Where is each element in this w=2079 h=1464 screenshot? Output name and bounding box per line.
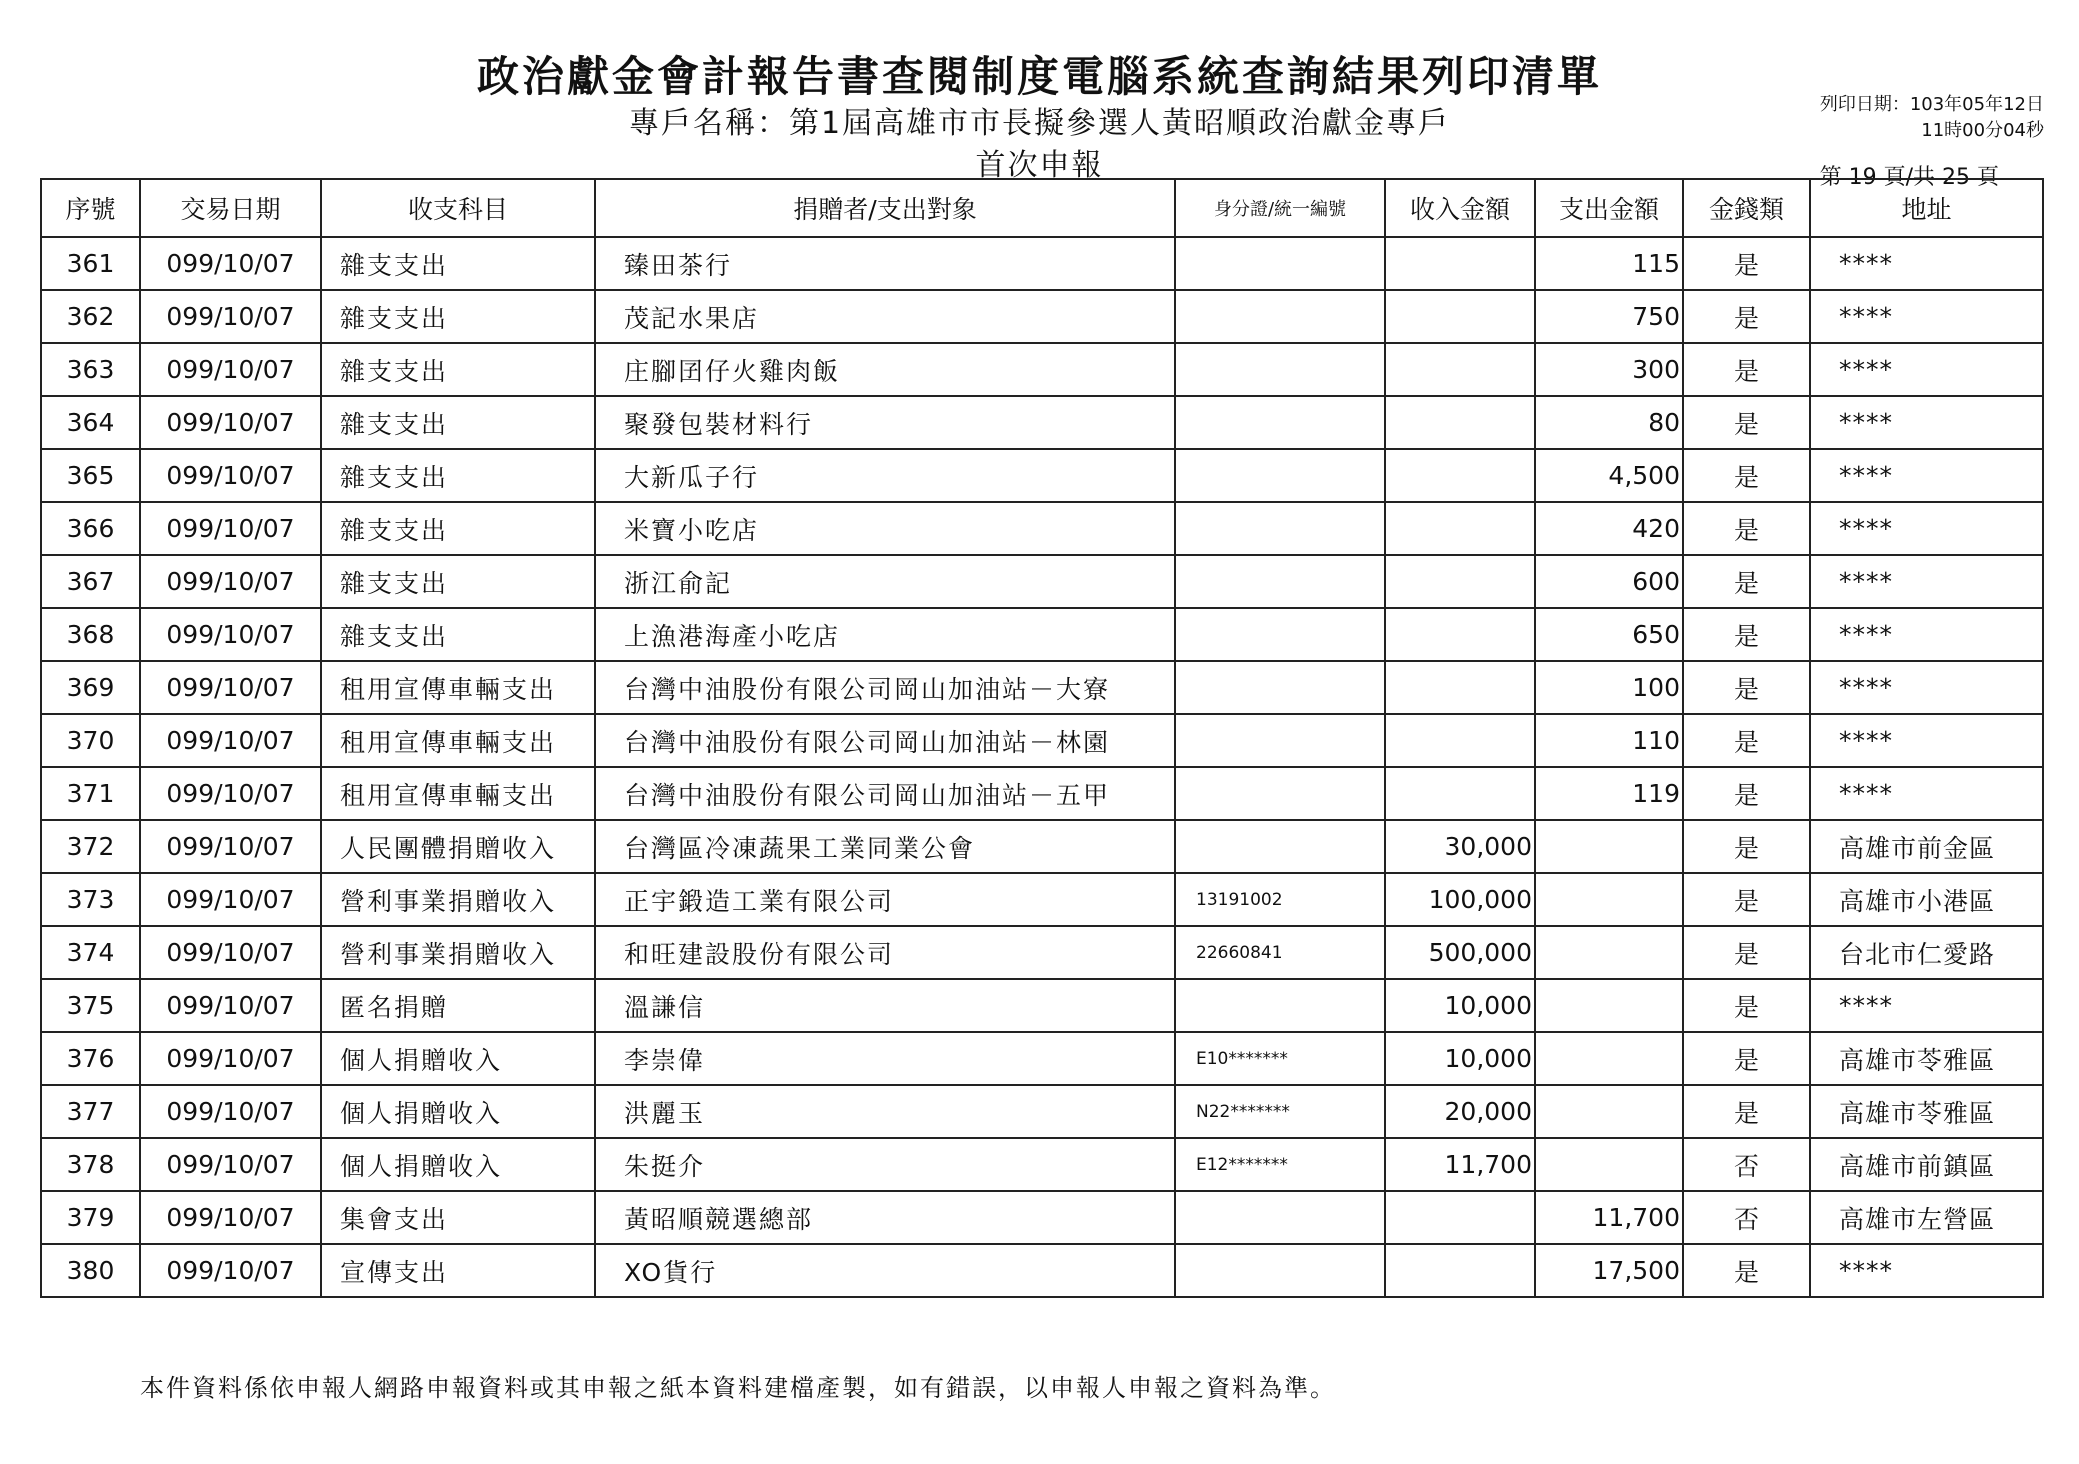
cell-income: 10,000 bbox=[1385, 979, 1535, 1032]
cell-expense bbox=[1535, 1138, 1683, 1191]
print-date: 列印日期：103年05年12日 bbox=[1819, 94, 2044, 115]
cell-income: 11,700 bbox=[1385, 1138, 1535, 1191]
cell-income bbox=[1385, 396, 1535, 449]
cell-id bbox=[1175, 767, 1385, 820]
cell-address: 台北市仁愛路 bbox=[1810, 926, 2043, 979]
col-header-id: 身分證/統一編號 bbox=[1175, 179, 1385, 237]
cell-cash: 是 bbox=[1683, 1032, 1810, 1085]
table-row bbox=[41, 1032, 2043, 1085]
cell-expense: 100 bbox=[1535, 661, 1683, 714]
cell-income bbox=[1385, 1244, 1535, 1297]
cell-party: 朱挺介 bbox=[595, 1138, 1175, 1191]
cell-date: 099/10/07 bbox=[140, 290, 321, 343]
cell-cash: 是 bbox=[1683, 1244, 1810, 1297]
cell-cash: 是 bbox=[1683, 237, 1810, 290]
cell-party: 黃昭順競選總部 bbox=[595, 1191, 1175, 1244]
cell-cash: 是 bbox=[1683, 343, 1810, 396]
cell-address: 高雄市苓雅區 bbox=[1810, 1085, 2043, 1138]
col-header-date: 交易日期 bbox=[140, 179, 321, 237]
cell-expense: 110 bbox=[1535, 714, 1683, 767]
cell-cash: 是 bbox=[1683, 820, 1810, 873]
table-row bbox=[41, 343, 2043, 396]
cell-party: 台灣中油股份有限公司岡山加油站－林園 bbox=[595, 714, 1175, 767]
print-timestamp bbox=[1820, 92, 2044, 144]
cell-date: 099/10/07 bbox=[140, 1138, 321, 1191]
cell-date: 099/10/07 bbox=[140, 926, 321, 979]
cell-expense: 115 bbox=[1535, 237, 1683, 290]
cell-id: E12******* bbox=[1175, 1138, 1385, 1191]
cell-seq: 378 bbox=[41, 1138, 140, 1191]
cell-seq: 372 bbox=[41, 820, 140, 873]
cell-cash: 是 bbox=[1683, 608, 1810, 661]
cell-date: 099/10/07 bbox=[140, 502, 321, 555]
cell-address: **** bbox=[1810, 767, 2043, 820]
footer-note: 本件資料係依申報人網路申報資料或其申報之紙本資料建檔產製，如有錯誤，以申報人申報之資料為準。 bbox=[140, 1374, 1336, 1402]
table-row bbox=[41, 926, 2043, 979]
cell-cash: 是 bbox=[1683, 555, 1810, 608]
cell-expense: 420 bbox=[1535, 502, 1683, 555]
cell-expense bbox=[1535, 1085, 1683, 1138]
cell-date: 099/10/07 bbox=[140, 449, 321, 502]
cell-seq: 374 bbox=[41, 926, 140, 979]
cell-category: 租用宣傳車輛支出 bbox=[321, 714, 595, 767]
table-row bbox=[41, 714, 2043, 767]
cell-income bbox=[1385, 237, 1535, 290]
cell-party: 大新瓜子行 bbox=[595, 449, 1175, 502]
cell-address: **** bbox=[1810, 979, 2043, 1032]
col-header-income: 收入金額 bbox=[1385, 179, 1535, 237]
cell-category: 宣傳支出 bbox=[321, 1244, 595, 1297]
cell-expense: 300 bbox=[1535, 343, 1683, 396]
page-info: 第 19 頁/共 25 頁 bbox=[1819, 165, 1999, 190]
document-title: 政治獻金會計報告書查閱制度電腦系統查詢結果列印清單 bbox=[476, 52, 1602, 101]
cell-seq: 377 bbox=[41, 1085, 140, 1138]
cell-income bbox=[1385, 290, 1535, 343]
table-row bbox=[41, 1191, 2043, 1244]
account-name: 專戶名稱：第1屆高雄市市長擬參選人黃昭順政治獻金專戶 bbox=[628, 106, 1451, 141]
col-header-expense: 支出金額 bbox=[1535, 179, 1683, 237]
cell-date: 099/10/07 bbox=[140, 767, 321, 820]
table-row bbox=[41, 290, 2043, 343]
cell-id bbox=[1175, 290, 1385, 343]
table-row bbox=[41, 820, 2043, 873]
cell-seq: 368 bbox=[41, 608, 140, 661]
cell-category: 雜支支出 bbox=[321, 343, 595, 396]
cell-seq: 364 bbox=[41, 396, 140, 449]
cell-party: 正宇鍛造工業有限公司 bbox=[595, 873, 1175, 926]
table-row bbox=[41, 396, 2043, 449]
cell-cash: 是 bbox=[1683, 1085, 1810, 1138]
cell-category: 集會支出 bbox=[321, 1191, 595, 1244]
cell-id bbox=[1175, 714, 1385, 767]
cell-cash: 是 bbox=[1683, 449, 1810, 502]
cell-id bbox=[1175, 449, 1385, 502]
cell-income: 10,000 bbox=[1385, 1032, 1535, 1085]
cell-seq: 369 bbox=[41, 661, 140, 714]
table-row bbox=[41, 502, 2043, 555]
cell-party: 米寶小吃店 bbox=[595, 502, 1175, 555]
cell-id bbox=[1175, 555, 1385, 608]
cell-address: **** bbox=[1810, 608, 2043, 661]
print-time: 11時00分04秒 bbox=[1921, 120, 2044, 141]
cell-income: 30,000 bbox=[1385, 820, 1535, 873]
cell-cash: 是 bbox=[1683, 502, 1810, 555]
cell-address: 高雄市苓雅區 bbox=[1810, 1032, 2043, 1085]
table-row bbox=[41, 449, 2043, 502]
cell-address: **** bbox=[1810, 1244, 2043, 1297]
cell-expense: 80 bbox=[1535, 396, 1683, 449]
cell-address: **** bbox=[1810, 502, 2043, 555]
cell-seq: 362 bbox=[41, 290, 140, 343]
cell-address: 高雄市小港區 bbox=[1810, 873, 2043, 926]
cell-party: 洪麗玉 bbox=[595, 1085, 1175, 1138]
cell-category: 雜支支出 bbox=[321, 237, 595, 290]
cell-income bbox=[1385, 343, 1535, 396]
cell-category: 雜支支出 bbox=[321, 555, 595, 608]
cell-income: 100,000 bbox=[1385, 873, 1535, 926]
table-row bbox=[41, 873, 2043, 926]
cell-category: 個人捐贈收入 bbox=[321, 1138, 595, 1191]
col-header-category: 收支科目 bbox=[321, 179, 595, 237]
cell-party: 和旺建設股份有限公司 bbox=[595, 926, 1175, 979]
cell-id bbox=[1175, 343, 1385, 396]
cell-expense: 119 bbox=[1535, 767, 1683, 820]
table-row bbox=[41, 555, 2043, 608]
cell-date: 099/10/07 bbox=[140, 555, 321, 608]
cell-address: **** bbox=[1810, 555, 2043, 608]
cell-seq: 367 bbox=[41, 555, 140, 608]
cell-seq: 371 bbox=[41, 767, 140, 820]
cell-date: 099/10/07 bbox=[140, 343, 321, 396]
cell-id: E10******* bbox=[1175, 1032, 1385, 1085]
table-row bbox=[41, 1085, 2043, 1138]
cell-id bbox=[1175, 1244, 1385, 1297]
cell-seq: 376 bbox=[41, 1032, 140, 1085]
cell-id bbox=[1175, 1191, 1385, 1244]
report-subtitle: 首次申報 bbox=[975, 148, 1104, 183]
cell-category: 營利事業捐贈收入 bbox=[321, 926, 595, 979]
cell-category: 雜支支出 bbox=[321, 396, 595, 449]
cell-id bbox=[1175, 979, 1385, 1032]
col-header-seq: 序號 bbox=[41, 179, 140, 237]
cell-id bbox=[1175, 396, 1385, 449]
cell-address: 高雄市左營區 bbox=[1810, 1191, 2043, 1244]
cell-expense: 4,500 bbox=[1535, 449, 1683, 502]
cell-expense: 17,500 bbox=[1535, 1244, 1683, 1297]
col-header-party: 捐贈者/支出對象 bbox=[595, 179, 1175, 237]
cell-date: 099/10/07 bbox=[140, 1032, 321, 1085]
cell-party: 庄腳囝仔火雞肉飯 bbox=[595, 343, 1175, 396]
cell-party: 茂記水果店 bbox=[595, 290, 1175, 343]
cell-income bbox=[1385, 767, 1535, 820]
cell-expense bbox=[1535, 926, 1683, 979]
cell-party: 上漁港海產小吃店 bbox=[595, 608, 1175, 661]
cell-category: 人民團體捐贈收入 bbox=[321, 820, 595, 873]
cell-date: 099/10/07 bbox=[140, 237, 321, 290]
cell-seq: 361 bbox=[41, 237, 140, 290]
cell-income: 500,000 bbox=[1385, 926, 1535, 979]
cell-cash: 是 bbox=[1683, 714, 1810, 767]
cell-cash: 是 bbox=[1683, 873, 1810, 926]
cell-date: 099/10/07 bbox=[140, 1191, 321, 1244]
cell-address: **** bbox=[1810, 290, 2043, 343]
table-row bbox=[41, 1244, 2043, 1297]
cell-category: 雜支支出 bbox=[321, 502, 595, 555]
table-row bbox=[41, 237, 2043, 290]
ledger-body bbox=[41, 237, 2043, 1297]
cell-category: 雜支支出 bbox=[321, 290, 595, 343]
cell-date: 099/10/07 bbox=[140, 1244, 321, 1297]
table-row bbox=[41, 1138, 2043, 1191]
cell-party: 台灣區冷凍蔬果工業同業公會 bbox=[595, 820, 1175, 873]
cell-party: 溫謙信 bbox=[595, 979, 1175, 1032]
cell-category: 營利事業捐贈收入 bbox=[321, 873, 595, 926]
cell-expense: 600 bbox=[1535, 555, 1683, 608]
cell-income bbox=[1385, 502, 1535, 555]
cell-date: 099/10/07 bbox=[140, 396, 321, 449]
cell-party: XO貨行 bbox=[595, 1244, 1175, 1297]
cell-seq: 365 bbox=[41, 449, 140, 502]
cell-id bbox=[1175, 502, 1385, 555]
cell-cash: 是 bbox=[1683, 661, 1810, 714]
cell-party: 台灣中油股份有限公司岡山加油站－大寮 bbox=[595, 661, 1175, 714]
cell-address: 高雄市前金區 bbox=[1810, 820, 2043, 873]
cell-income: 20,000 bbox=[1385, 1085, 1535, 1138]
col-header-address: 地址 bbox=[1810, 179, 2043, 237]
cell-expense: 650 bbox=[1535, 608, 1683, 661]
cell-cash: 否 bbox=[1683, 1138, 1810, 1191]
cell-id bbox=[1175, 661, 1385, 714]
cell-expense bbox=[1535, 1032, 1683, 1085]
cell-seq: 379 bbox=[41, 1191, 140, 1244]
table-row bbox=[41, 608, 2043, 661]
cell-category: 個人捐贈收入 bbox=[321, 1032, 595, 1085]
cell-seq: 373 bbox=[41, 873, 140, 926]
cell-party: 浙江俞記 bbox=[595, 555, 1175, 608]
cell-id: N22******* bbox=[1175, 1085, 1385, 1138]
cell-id bbox=[1175, 820, 1385, 873]
cell-seq: 370 bbox=[41, 714, 140, 767]
cell-expense bbox=[1535, 820, 1683, 873]
cell-cash: 是 bbox=[1683, 767, 1810, 820]
cell-seq: 380 bbox=[41, 1244, 140, 1297]
cell-id: 22660841 bbox=[1175, 926, 1385, 979]
cell-cash: 否 bbox=[1683, 1191, 1810, 1244]
cell-income bbox=[1385, 449, 1535, 502]
cell-category: 個人捐贈收入 bbox=[321, 1085, 595, 1138]
cell-date: 099/10/07 bbox=[140, 714, 321, 767]
cell-expense: 11,700 bbox=[1535, 1191, 1683, 1244]
ledger-table bbox=[40, 178, 2044, 1298]
col-header-cash: 金錢類 bbox=[1683, 179, 1810, 237]
cell-cash: 是 bbox=[1683, 926, 1810, 979]
cell-date: 099/10/07 bbox=[140, 820, 321, 873]
cell-category: 租用宣傳車輛支出 bbox=[321, 661, 595, 714]
cell-date: 099/10/07 bbox=[140, 608, 321, 661]
cell-date: 099/10/07 bbox=[140, 661, 321, 714]
cell-seq: 363 bbox=[41, 343, 140, 396]
cell-id: 13191002 bbox=[1175, 873, 1385, 926]
cell-address: **** bbox=[1810, 237, 2043, 290]
cell-seq: 366 bbox=[41, 502, 140, 555]
cell-address: 高雄市前鎮區 bbox=[1810, 1138, 2043, 1191]
cell-category: 匿名捐贈 bbox=[321, 979, 595, 1032]
cell-income bbox=[1385, 555, 1535, 608]
cell-party: 臻田茶行 bbox=[595, 237, 1175, 290]
cell-date: 099/10/07 bbox=[140, 979, 321, 1032]
cell-category: 雜支支出 bbox=[321, 449, 595, 502]
cell-address: **** bbox=[1810, 449, 2043, 502]
cell-income bbox=[1385, 1191, 1535, 1244]
cell-category: 租用宣傳車輛支出 bbox=[321, 767, 595, 820]
table-row bbox=[41, 767, 2043, 820]
table-row bbox=[41, 661, 2043, 714]
cell-seq: 375 bbox=[41, 979, 140, 1032]
cell-address: **** bbox=[1810, 714, 2043, 767]
cell-expense bbox=[1535, 979, 1683, 1032]
cell-category: 雜支支出 bbox=[321, 608, 595, 661]
cell-address: **** bbox=[1810, 661, 2043, 714]
cell-address: **** bbox=[1810, 396, 2043, 449]
cell-cash: 是 bbox=[1683, 290, 1810, 343]
cell-cash: 是 bbox=[1683, 979, 1810, 1032]
cell-address: **** bbox=[1810, 343, 2043, 396]
cell-expense bbox=[1535, 873, 1683, 926]
cell-cash: 是 bbox=[1683, 396, 1810, 449]
cell-party: 台灣中油股份有限公司岡山加油站－五甲 bbox=[595, 767, 1175, 820]
cell-date: 099/10/07 bbox=[140, 873, 321, 926]
cell-party: 聚發包裝材料行 bbox=[595, 396, 1175, 449]
cell-expense: 750 bbox=[1535, 290, 1683, 343]
table-row bbox=[41, 979, 2043, 1032]
cell-party: 李崇偉 bbox=[595, 1032, 1175, 1085]
cell-date: 099/10/07 bbox=[140, 1085, 321, 1138]
cell-income bbox=[1385, 714, 1535, 767]
cell-id bbox=[1175, 237, 1385, 290]
header-row bbox=[41, 179, 2043, 237]
cell-income bbox=[1385, 608, 1535, 661]
cell-income bbox=[1385, 661, 1535, 714]
cell-id bbox=[1175, 608, 1385, 661]
